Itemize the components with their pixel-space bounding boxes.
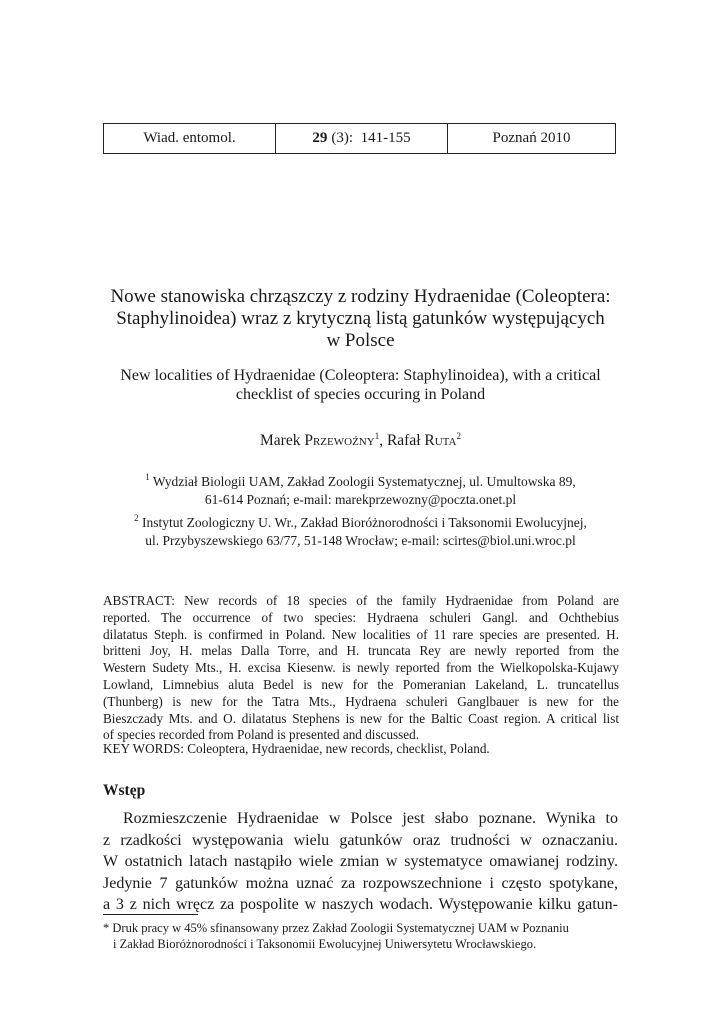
body-line: Jedynie 7 gatunków można uznać za rozpowszechnione i często spotykane, <box>103 874 618 892</box>
abstract-line: of species recorded from Poland is presented and discussed. <box>103 727 420 743</box>
abstract-line: dilatatus Steph. is confirmed in Poland. New localities of 11 rare species are presented. H. <box>103 626 619 642</box>
affil2-line: ul. Przybyszewskiego 63/77, 51-148 Wrocław; e-mail: scirtes@biol.uni.wroc.pl <box>145 533 576 548</box>
author-separator: , <box>379 432 384 449</box>
affiliation-1 <box>90 473 631 509</box>
title-pl-line: Staphylinoidea) wraz z krytyczną listą gatunków występujących <box>116 308 605 329</box>
author1-sup: 1 <box>374 431 380 441</box>
author1-last: Przewoźny <box>304 432 375 449</box>
affil1-sup: 1 <box>145 472 150 482</box>
affil1-line: 61-614 Poznań; e-mail: marekprzewozny@poczta.onet.pl <box>204 492 517 507</box>
body-paragraph <box>103 808 618 916</box>
body-line: a 3 z nich wręcz za pospolite w naszych wodach. Występowanie kilku gatun- <box>103 896 618 914</box>
body-line: Rozmieszczenie Hydraenidae w Polsce jest słabo poznane. Wynika to <box>123 810 618 827</box>
title-en-line: checklist of species occuring in Poland <box>235 386 486 403</box>
body-line: z rzadkości występowania wielu gatunków oraz trudności w oznaczaniu. <box>103 831 618 849</box>
title-polish <box>80 286 641 352</box>
affil1-line: Wydział Biologii UAM, Zakład Zoologii Systematycznej, ul. Umultowska 89, <box>152 474 576 489</box>
abstract-line: Western Sudety Mts., H. excisa Kiesenw. is newly reported from the Wielkopolska-Kujawy <box>103 660 619 676</box>
affil2-line: Instytut Zoologiczny U. Wr., Zakład Bioróżnorodności i Taksonomii Ewolucyjnej, <box>141 515 587 530</box>
author2-last: Ruta <box>424 432 457 449</box>
section-heading: Wstęp <box>103 782 146 799</box>
abstract-line: (Thunberg) is new for the Tatra Mts., Hydraena schuleri Ganglbauer is new for the <box>103 693 619 709</box>
author2-sup: 2 <box>456 431 461 441</box>
journal-name-text: Wiad. entomol. <box>143 130 236 146</box>
authors <box>80 432 641 450</box>
footnote-line: i Zakład Bioróżnorodności i Taksonomii Ewolucyjnej Uniwersytetu Wrocławskiego. <box>113 937 537 951</box>
title-english <box>80 366 641 404</box>
issue-pages: (3): 141-155 <box>331 130 411 146</box>
volume-number: 29 <box>312 130 328 146</box>
footnote <box>103 920 619 952</box>
journal-header-box <box>103 123 616 154</box>
affil2-sup: 2 <box>134 513 139 523</box>
title-pl-line: Nowe stanowiska chrząszczy z rodziny Hydraenidae (Coleoptera: <box>110 286 611 307</box>
place-year <box>448 124 615 153</box>
author2-first: Rafał <box>386 432 421 449</box>
footnote-rule <box>103 914 198 915</box>
abstract-line: reported. The occurrence of two species: Hydraena schuleri Gangl. and Ochthebius <box>103 609 619 625</box>
abstract-line: Lowland, Limnebius aluta Bedel is new for the Pomeranian Lakeland, L. truncatellus <box>103 676 619 692</box>
journal-volume-pages <box>276 124 448 153</box>
abstract <box>103 593 619 744</box>
author1-first: Marek <box>260 432 301 449</box>
affiliation-2 <box>90 514 631 550</box>
body-line: W ostatnich latach nastąpiło wiele zmian w systematyce omawianej rodziny. <box>103 853 618 871</box>
abstract-line: Bieszczady Mts. and O. dilatatus Stephens is new for the Baltic Coast region. A critical list <box>103 710 619 726</box>
title-pl-line: w Polsce <box>326 330 395 351</box>
journal-name <box>104 124 276 153</box>
footnote-line: * Druk pracy w 45% sfinansowany przez Zakład Zoologii Systematycznej UAM w Poznaniu <box>103 921 569 935</box>
place-year-text: Poznań 2010 <box>492 130 571 146</box>
title-en-line: New localities of Hydraenidae (Coleoptera: Staphylinoidea), with a critical <box>120 367 601 384</box>
abstract-line: britteni Joy, H. melas Dalla Torre, and H. truncata Rey are newly reported from the <box>103 643 619 659</box>
keywords: KEY WORDS: Coleoptera, Hydraenidae, new records, checklist, Poland. <box>103 741 490 756</box>
abstract-line: ABSTRACT: New records of 18 species of the family Hydraenidae from Poland are <box>103 593 619 608</box>
